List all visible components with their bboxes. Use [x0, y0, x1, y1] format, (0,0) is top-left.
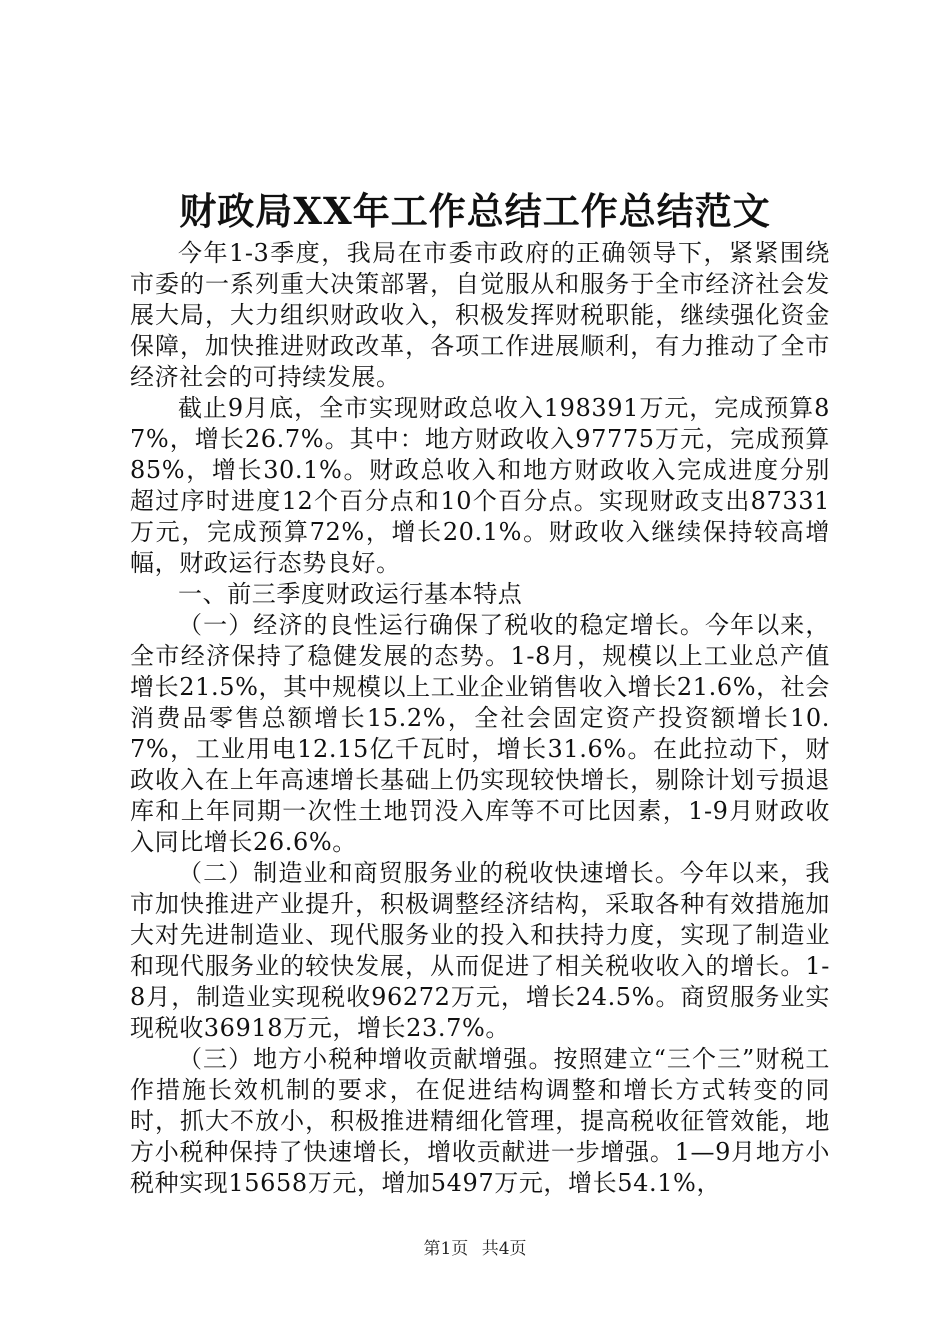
section-heading: 一、前三季度财政运行基本特点 [178, 580, 523, 608]
page-footer [0, 1237, 950, 1261]
document-title: 财政局XX年工作总结工作总结范文 [179, 189, 771, 233]
paragraph-revenue-summary: 截止9月底，全市实现财政总收入198391万元，完成预算87%，增长26.7%。其中：地方财政收入97775万元，完成预算85%，增长30.1%。财政总收入和地方财政收入完成进度分别超过序时进度12个百分点和10个百分点。实现财政支出87331万元，完成预算72%，增长20.1%。财政收入继续保持较高增幅，财政运行态势良好。 [130, 394, 830, 577]
paragraph-intro: 今年1-3季度，我局在市委市政府的正确领导下，紧紧围绕市委的一系列重大决策部署，自觉服从和服务于全市经济社会发展大局，大力组织财政收入，积极发挥财税职能，继续强化资金保障，加快推进财政改革，各项工作进展顺利，有力推动了全市经济社会的可持续发展。 [130, 239, 830, 391]
page-total: 共4页 [481, 1239, 527, 1259]
paragraph-point-1: （一）经济的良性运行确保了税收的稳定增长。今年以来，全市经济保持了稳健发展的态势。1-8月，规模以上工业总产值增长21.5%，其中规模以上工业企业销售收入增长21.6%，社会消费品零售总额增长15.2%，全社会固定资产投资额增长10.7%，工业用电12.15亿千瓦时，增长31.6%。在此拉动下，财政收入在上年高速增长基础上仍实现较快增长，剔除计划亏损退库和上年同期一次性土地罚没入库等不可比因素，1-9月财政收入同比增长26.6%。 [130, 611, 830, 856]
document-body [130, 238, 830, 1199]
paragraph-point-3: （三）地方小税种增收贡献增强。按照建立“三个三”财税工作措施长效机制的要求，在促进结构调整和增长方式转变的同时，抓大不放小，积极推进精细化管理，提高税收征管效能，地方小税种保持了快速增长，增收贡献进一步增强。1—9月地方小税种实现15658万元，增加5497万元，增长54.1%， [130, 1045, 830, 1197]
page-number: 第1页 [423, 1239, 469, 1259]
paragraph-point-2: （二）制造业和商贸服务业的税收快速增长。今年以来，我市加快推进产业提升，积极调整经济结构，采取各种有效措施加大对先进制造业、现代服务业的投入和扶持力度，实现了制造业和现代服务业的较快发展，从而促进了相关税收收入的增长。1-8月，制造业实现税收96272万元，增长24.5%。商贸服务业实现税收36918万元，增长23.7%。 [130, 859, 830, 1042]
